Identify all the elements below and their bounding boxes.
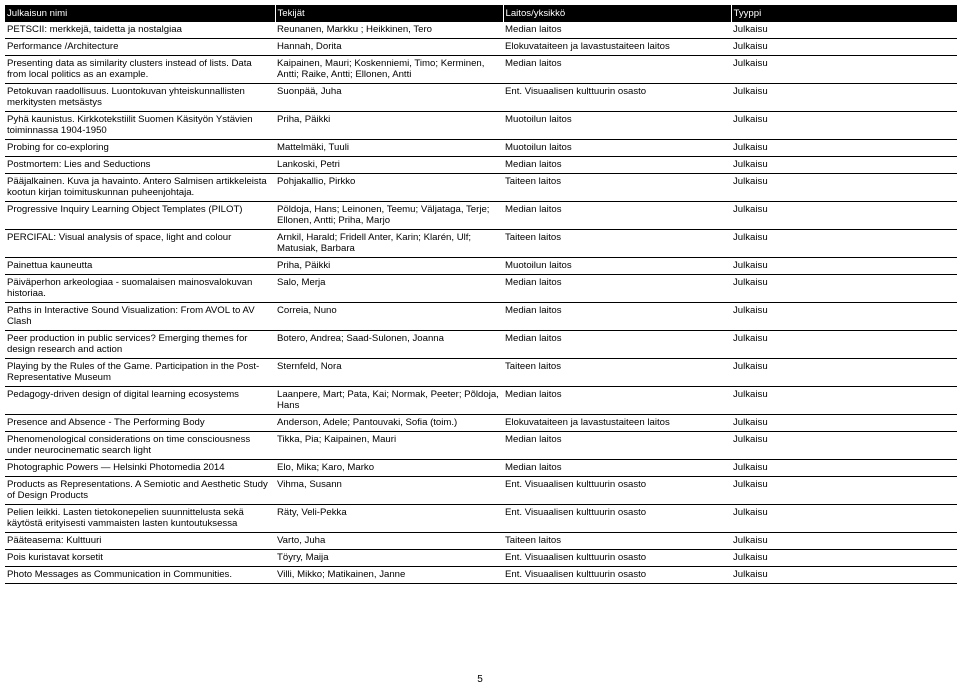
cell-title: PETSCII: merkkejä, taidetta ja nostalgiaa	[5, 22, 275, 39]
cell-department: Median laitos	[503, 303, 731, 331]
cell-title: Progressive Inquiry Learning Object Templates (PILOT)	[5, 202, 275, 230]
cell-authors: Hannah, Dorita	[275, 39, 503, 56]
cell-authors: Vihma, Susann	[275, 477, 503, 505]
table-row	[5, 174, 957, 202]
cell-type: Julkaisu	[731, 533, 957, 550]
cell-type: Julkaisu	[731, 56, 957, 84]
cell-department: Ent. Visuaalisen kulttuurin osasto	[503, 550, 731, 567]
table-row	[5, 550, 957, 567]
cell-authors: Suonpää, Juha	[275, 84, 503, 112]
table-row	[5, 157, 957, 174]
cell-department: Median laitos	[503, 202, 731, 230]
cell-authors: Correia, Nuno	[275, 303, 503, 331]
table-row	[5, 39, 957, 56]
cell-title: Probing for co-exploring	[5, 140, 275, 157]
cell-type: Julkaisu	[731, 505, 957, 533]
header-title: Julkaisun nimi	[5, 5, 275, 22]
cell-title: Petokuvan raadollisuus. Luontokuvan yhteiskunnallisten merkitysten metsästys	[5, 84, 275, 112]
cell-department: Median laitos	[503, 331, 731, 359]
cell-authors: Laanpere, Mart; Pata, Kai; Normak, Peeter; Põldoja, Hans	[275, 387, 503, 415]
cell-type: Julkaisu	[731, 202, 957, 230]
cell-title: Pedagogy-driven design of digital learning ecosystems	[5, 387, 275, 415]
cell-type: Julkaisu	[731, 39, 957, 56]
cell-authors: Kaipainen, Mauri; Koskenniemi, Timo; Kerminen, Antti; Raike, Antti; Ellonen, Antti	[275, 56, 503, 84]
cell-authors: Elo, Mika; Karo, Marko	[275, 460, 503, 477]
table-header-row	[5, 5, 957, 22]
cell-authors: Reunanen, Markku ; Heikkinen, Tero	[275, 22, 503, 39]
cell-title: Pois kuristavat korsetit	[5, 550, 275, 567]
cell-title: Päiväperhon arkeologiaa - suomalaisen mainosvalokuvan historiaa.	[5, 275, 275, 303]
table-row	[5, 230, 957, 258]
cell-type: Julkaisu	[731, 331, 957, 359]
table-body	[5, 22, 957, 584]
cell-type: Julkaisu	[731, 387, 957, 415]
publications-table	[5, 5, 957, 584]
table-row	[5, 331, 957, 359]
cell-department: Taiteen laitos	[503, 230, 731, 258]
cell-authors: Töyry, Maija	[275, 550, 503, 567]
table-row	[5, 202, 957, 230]
cell-title: Postmortem: Lies and Seductions	[5, 157, 275, 174]
cell-department: Ent. Visuaalisen kulttuurin osasto	[503, 477, 731, 505]
cell-department: Median laitos	[503, 22, 731, 39]
cell-authors: Arnkil, Harald; Fridell Anter, Karin; Klarén, Ulf; Matusiak, Barbara	[275, 230, 503, 258]
cell-department: Median laitos	[503, 432, 731, 460]
table-row	[5, 533, 957, 550]
cell-type: Julkaisu	[731, 460, 957, 477]
cell-title: Pääjalkainen. Kuva ja havainto. Antero Salmisen artikkeleista kootun kirjan toimituskunnan puheenjohtaja.	[5, 174, 275, 202]
table-row	[5, 303, 957, 331]
page-number: 5	[477, 674, 483, 685]
cell-title: Presence and Absence - The Performing Body	[5, 415, 275, 432]
cell-authors: Pöldoja, Hans; Leinonen, Teemu; Väljataga, Terje; Ellonen, Antti; Priha, Marjo	[275, 202, 503, 230]
cell-department: Ent. Visuaalisen kulttuurin osasto	[503, 567, 731, 584]
cell-title: Playing by the Rules of the Game. Participation in the Post-Representative Museum	[5, 359, 275, 387]
cell-department: Taiteen laitos	[503, 359, 731, 387]
cell-department: Median laitos	[503, 275, 731, 303]
cell-authors: Mattelmäki, Tuuli	[275, 140, 503, 157]
table-row	[5, 140, 957, 157]
cell-type: Julkaisu	[731, 140, 957, 157]
cell-type: Julkaisu	[731, 112, 957, 140]
table-row	[5, 460, 957, 477]
cell-authors: Salo, Merja	[275, 275, 503, 303]
cell-type: Julkaisu	[731, 157, 957, 174]
table-row	[5, 56, 957, 84]
cell-authors: Sternfeld, Nora	[275, 359, 503, 387]
table-row	[5, 258, 957, 275]
table-row	[5, 477, 957, 505]
cell-department: Taiteen laitos	[503, 174, 731, 202]
cell-department: Ent. Visuaalisen kulttuurin osasto	[503, 84, 731, 112]
cell-title: Pyhä kaunistus. Kirkkotekstiilit Suomen Käsityön Ystävien toiminnassa 1904-1950	[5, 112, 275, 140]
cell-title: Photographic Powers — Helsinki Photomedia 2014	[5, 460, 275, 477]
cell-type: Julkaisu	[731, 174, 957, 202]
cell-title: Peer production in public services? Emerging themes for design research and action	[5, 331, 275, 359]
table-row	[5, 112, 957, 140]
table-row	[5, 22, 957, 39]
cell-department: Muotoilun laitos	[503, 112, 731, 140]
header-authors: Tekijät	[275, 5, 503, 22]
table-row	[5, 415, 957, 432]
cell-type: Julkaisu	[731, 275, 957, 303]
cell-title: Pääteasema: Kulttuuri	[5, 533, 275, 550]
cell-authors: Anderson, Adele; Pantouvaki, Sofia (toim.)	[275, 415, 503, 432]
cell-title: Products as Representations. A Semiotic and Aesthetic Study of Design Products	[5, 477, 275, 505]
cell-type: Julkaisu	[731, 550, 957, 567]
cell-department: Median laitos	[503, 157, 731, 174]
table-row	[5, 567, 957, 584]
cell-title: Performance /Architecture	[5, 39, 275, 56]
cell-authors: Villi, Mikko; Matikainen, Janne	[275, 567, 503, 584]
table-row	[5, 505, 957, 533]
cell-department: Muotoilun laitos	[503, 258, 731, 275]
cell-type: Julkaisu	[731, 359, 957, 387]
cell-type: Julkaisu	[731, 230, 957, 258]
cell-authors: Pohjakallio, Pirkko	[275, 174, 503, 202]
cell-department: Median laitos	[503, 56, 731, 84]
cell-authors: Priha, Päikki	[275, 112, 503, 140]
table-row	[5, 84, 957, 112]
cell-authors: Priha, Päikki	[275, 258, 503, 275]
cell-authors: Botero, Andrea; Saad-Sulonen, Joanna	[275, 331, 503, 359]
cell-department: Elokuvataiteen ja lavastustaiteen laitos	[503, 415, 731, 432]
cell-title: Photo Messages as Communication in Communities.	[5, 567, 275, 584]
cell-department: Median laitos	[503, 460, 731, 477]
cell-authors: Tikka, Pia; Kaipainen, Mauri	[275, 432, 503, 460]
cell-department: Taiteen laitos	[503, 533, 731, 550]
cell-department: Muotoilun laitos	[503, 140, 731, 157]
cell-type: Julkaisu	[731, 258, 957, 275]
cell-type: Julkaisu	[731, 432, 957, 460]
cell-type: Julkaisu	[731, 415, 957, 432]
cell-title: Pelien leikki. Lasten tietokonepelien suunnittelusta sekä käytöstä erityisesti vammaisten lasten kuntoutuksessa	[5, 505, 275, 533]
cell-title: Presenting data as similarity clusters instead of lists. Data from local politics as an example.	[5, 56, 275, 84]
cell-authors: Varto, Juha	[275, 533, 503, 550]
table-row	[5, 359, 957, 387]
cell-department: Ent. Visuaalisen kulttuurin osasto	[503, 505, 731, 533]
table-row	[5, 387, 957, 415]
cell-title: PERCIFAL: Visual analysis of space, light and colour	[5, 230, 275, 258]
cell-type: Julkaisu	[731, 477, 957, 505]
cell-type: Julkaisu	[731, 567, 957, 584]
cell-authors: Lankoski, Petri	[275, 157, 503, 174]
header-department: Laitos/yksikkö	[503, 5, 731, 22]
cell-type: Julkaisu	[731, 22, 957, 39]
cell-type: Julkaisu	[731, 303, 957, 331]
table-row	[5, 432, 957, 460]
cell-department: Elokuvataiteen ja lavastustaiteen laitos	[503, 39, 731, 56]
cell-title: Phenomenological considerations on time consciousness under neurocinematic search light	[5, 432, 275, 460]
header-type: Tyyppi	[731, 5, 957, 22]
cell-title: Paths in Interactive Sound Visualization: From AVOL to AV Clash	[5, 303, 275, 331]
cell-department: Median laitos	[503, 387, 731, 415]
cell-type: Julkaisu	[731, 84, 957, 112]
cell-authors: Räty, Veli-Pekka	[275, 505, 503, 533]
table-row	[5, 275, 957, 303]
cell-title: Painettua kauneutta	[5, 258, 275, 275]
